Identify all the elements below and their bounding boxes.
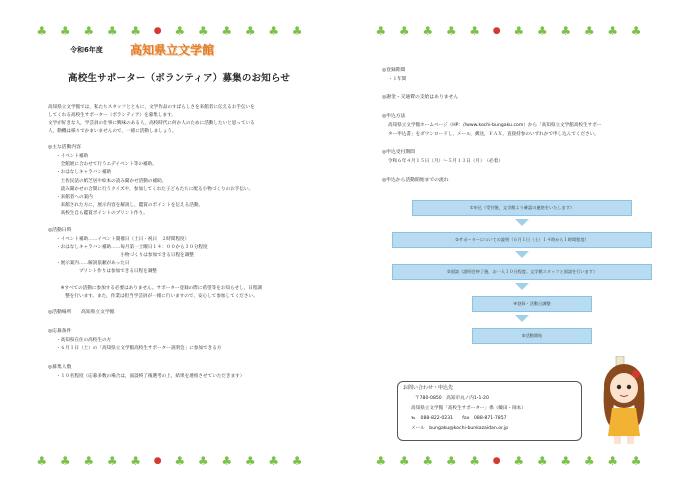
clover-icon: ♣ (630, 454, 642, 468)
clover-icon: ♣ (106, 454, 118, 468)
body-text-line: してくれる高校生サポーター（ボランティア）を募集します。 (48, 113, 176, 118)
clover-icon: ♣ (607, 24, 619, 38)
clover-icon: ♣ (422, 24, 434, 38)
clover-icon: ♣ (244, 24, 256, 38)
museum-title: 高知県立文学館 (130, 43, 215, 57)
flow-step-2: ②サポーターについての説明（６月１日（土）１４時から１時間程度） (392, 232, 652, 248)
body-text-line: 文学が好きな人，学芸員の仕事に興味のある人，高校時代に何か人のために活動したいと思っている (48, 121, 255, 126)
body-text-line: 整を行います。また，作業は担当学芸員が一緒に行いますので，安心して参加してください。 (56, 294, 258, 299)
clover-icon: ♣ (83, 454, 95, 468)
section-heading: ◎活動場所 高知県立文学館 (48, 310, 115, 316)
clover-border-top-left (0, 22, 339, 40)
mascot-girl-illustration (596, 356, 652, 446)
clover-border-bottom-left (0, 452, 339, 470)
flow-arrow-down-icon (515, 219, 529, 226)
body-text-line: 人，動機は様々でかまいませんので，一緒に活動しましょう。 (48, 129, 177, 134)
contact-box (397, 381, 582, 441)
section-heading: ◎申込から活動開始までの流れ (382, 177, 449, 183)
body-text-line: ・おはなしキャラバン補助……毎月第一土曜日１４：００から３０分程度 (56, 244, 208, 250)
clover-icon: ♣ (445, 24, 457, 38)
clover-icon: ♣ (174, 24, 186, 38)
recruitment-headline: 高校生サポーター（ボランティア）募集のお知らせ (68, 73, 291, 84)
flow-step-1: ①申込（受付後，文学館より確認の連絡をいたします） (412, 200, 632, 216)
contact-heading: お問い合わせ・申込先 (403, 385, 454, 391)
fiscal-year-label: 令和6年度 (70, 46, 103, 54)
clover-icon: ♣ (268, 24, 280, 38)
clover-border-bottom-right (339, 452, 678, 470)
body-text-line: ・６月１日（土）の「高知県立文学館高校生サポーター説明会」に参加できる方 (56, 346, 222, 352)
clover-icon: ♣ (36, 24, 48, 38)
flow-step-4: ④登録・活動日調整 (472, 296, 592, 312)
body-text-line: ・おはなしキャラバン補助 (56, 170, 112, 176)
clover-icon: ♣ (469, 24, 481, 38)
body-text-line: 小物づくりは参加できる日程を調整 (56, 253, 194, 258)
clover-icon: ♣ (291, 454, 303, 468)
clover-icon: ♣ (560, 24, 572, 38)
ladybug-icon: ● (153, 456, 162, 466)
body-text-line: 高知県立文学館ホームページ（HP：//www.kochi-bungaku.com）から「高知県立文学館高校生サポー (388, 123, 602, 129)
body-text-line: 来館された方に，展示内容を解説し，鑑賞のポイントを伝える活動。 (56, 203, 204, 209)
clover-icon: ♣ (130, 454, 142, 468)
flow-step-3: ③面談（説明会終了後，お一人１０分程度。文学館スタッフと面談を行います） (392, 264, 652, 280)
body-text-line: 全館展に合わせて行うエデイベント等の補助。 (56, 162, 157, 168)
clover-icon: ♣ (375, 24, 387, 38)
clover-icon: ♣ (291, 24, 303, 38)
body-text-line: ・イベント補助……イベント開催日（土日・祝日 ２時間程度） (56, 236, 190, 242)
clover-icon: ♣ (583, 24, 595, 38)
clover-icon: ♣ (174, 454, 186, 468)
clover-icon: ♣ (583, 454, 595, 468)
body-text-line: 高校生自ら鑑賞ポイントのプリント作り。 (56, 211, 148, 217)
body-text-line: ・来館者への案内 (56, 195, 93, 200)
clover-icon: ♣ (630, 24, 642, 38)
clover-icon: ♣ (36, 454, 48, 468)
contact-line: 高知県立文学館「高校生サポーター」係（織田・岡本） (411, 406, 526, 411)
body-text-line: ター申込書」をダウンロードし，メール，郵送，ＦＡＸ，直接持参のいずれかで申し込んでください。 (388, 131, 599, 137)
clover-icon: ♣ (398, 454, 410, 468)
body-text-line: ※すべての活動に参加する必要はありません。サポーター登録の際に希望等をお知らせし，日程調 (56, 285, 263, 291)
clover-icon: ♣ (513, 24, 525, 38)
body-text-line: プリント作りは参加できる日程を調整 (56, 269, 157, 275)
clover-icon: ♣ (560, 454, 572, 468)
clover-icon: ♣ (536, 454, 548, 468)
clover-icon: ♣ (197, 24, 209, 38)
body-text-line: ・イベント補助 (56, 154, 89, 159)
clover-icon: ♣ (244, 454, 256, 468)
body-text-line: ・展示案内……解説依頼があった日 (56, 261, 130, 267)
clover-border-top-right (339, 22, 678, 40)
clover-icon: ♣ (106, 24, 118, 38)
flow-arrow-down-icon (515, 251, 529, 258)
section-heading: ◎活動日時 (48, 227, 72, 233)
body-text-line: ・１０名程度（応募多数の場合は，面談終了後選考の上，結果を連絡させていただきます） (56, 373, 245, 379)
ladybug-icon: ● (492, 26, 501, 36)
section-heading: ◎登録期間 (382, 68, 406, 73)
clover-icon: ♣ (536, 24, 548, 38)
section-heading: ◎主な活動内容 (48, 145, 81, 150)
clover-icon: ♣ (83, 24, 95, 38)
clover-icon: ♣ (59, 24, 71, 38)
section-heading: ◎申込受付期間 (382, 150, 415, 156)
body-text-line: 高知県立文学館では，私たちスタッフとともに，文学作品のすばらしさを来館者に伝えるお手伝いを (48, 105, 255, 110)
clover-icon: ♣ (422, 454, 434, 468)
contact-line: 〒780-0850 高知市丸ノ内1-1-20 (415, 396, 489, 401)
contact-line: メール bungaku@kochi-bunkazaidan.or.jp (411, 426, 509, 431)
clover-icon: ♣ (130, 24, 142, 38)
section-heading: ◎応募条件 (48, 329, 72, 335)
body-text-line: 読み聞かせの合間に行うクイズや，参加してくれた子どもたちに配る小物づくりのお手伝い。 (56, 186, 254, 192)
clover-icon: ♣ (268, 454, 280, 468)
flow-arrow-down-icon (515, 283, 529, 290)
section-heading: ◎募集人数 (48, 364, 72, 370)
clover-icon: ♣ (513, 454, 525, 468)
clover-icon: ♣ (607, 454, 619, 468)
flow-arrow-down-icon (515, 315, 529, 322)
ladybug-icon: ● (492, 456, 501, 466)
body-text-line: 令和６年４月１５日（月）～５月１３日（月） （必着） (388, 159, 503, 165)
clover-icon: ♣ (197, 454, 209, 468)
contact-lines (403, 395, 576, 432)
clover-icon: ♣ (469, 454, 481, 468)
clover-icon: ♣ (445, 454, 457, 468)
clover-icon: ♣ (59, 454, 71, 468)
section-heading: ◎謝金・交通費の支給はありません (382, 95, 459, 101)
flow-step-5: ⑤活動開始 (472, 328, 592, 344)
clover-icon: ♣ (221, 24, 233, 38)
body-text-line: 土佐民話の紙芝居や絵本の読み聞かせ活動の補助。 (56, 178, 167, 184)
ladybug-icon: ● (153, 26, 162, 36)
clover-icon: ♣ (398, 24, 410, 38)
body-text-line: ・高知県在住の高校生の方 (56, 338, 112, 344)
contact-line: ℡ 088-822-0231 fax 088-871-7857 (411, 416, 507, 421)
clover-icon: ♣ (375, 454, 387, 468)
clover-icon: ♣ (221, 454, 233, 468)
section-heading: ◎申込方法 (382, 114, 406, 120)
body-text-line: ・１年間 (388, 77, 407, 82)
